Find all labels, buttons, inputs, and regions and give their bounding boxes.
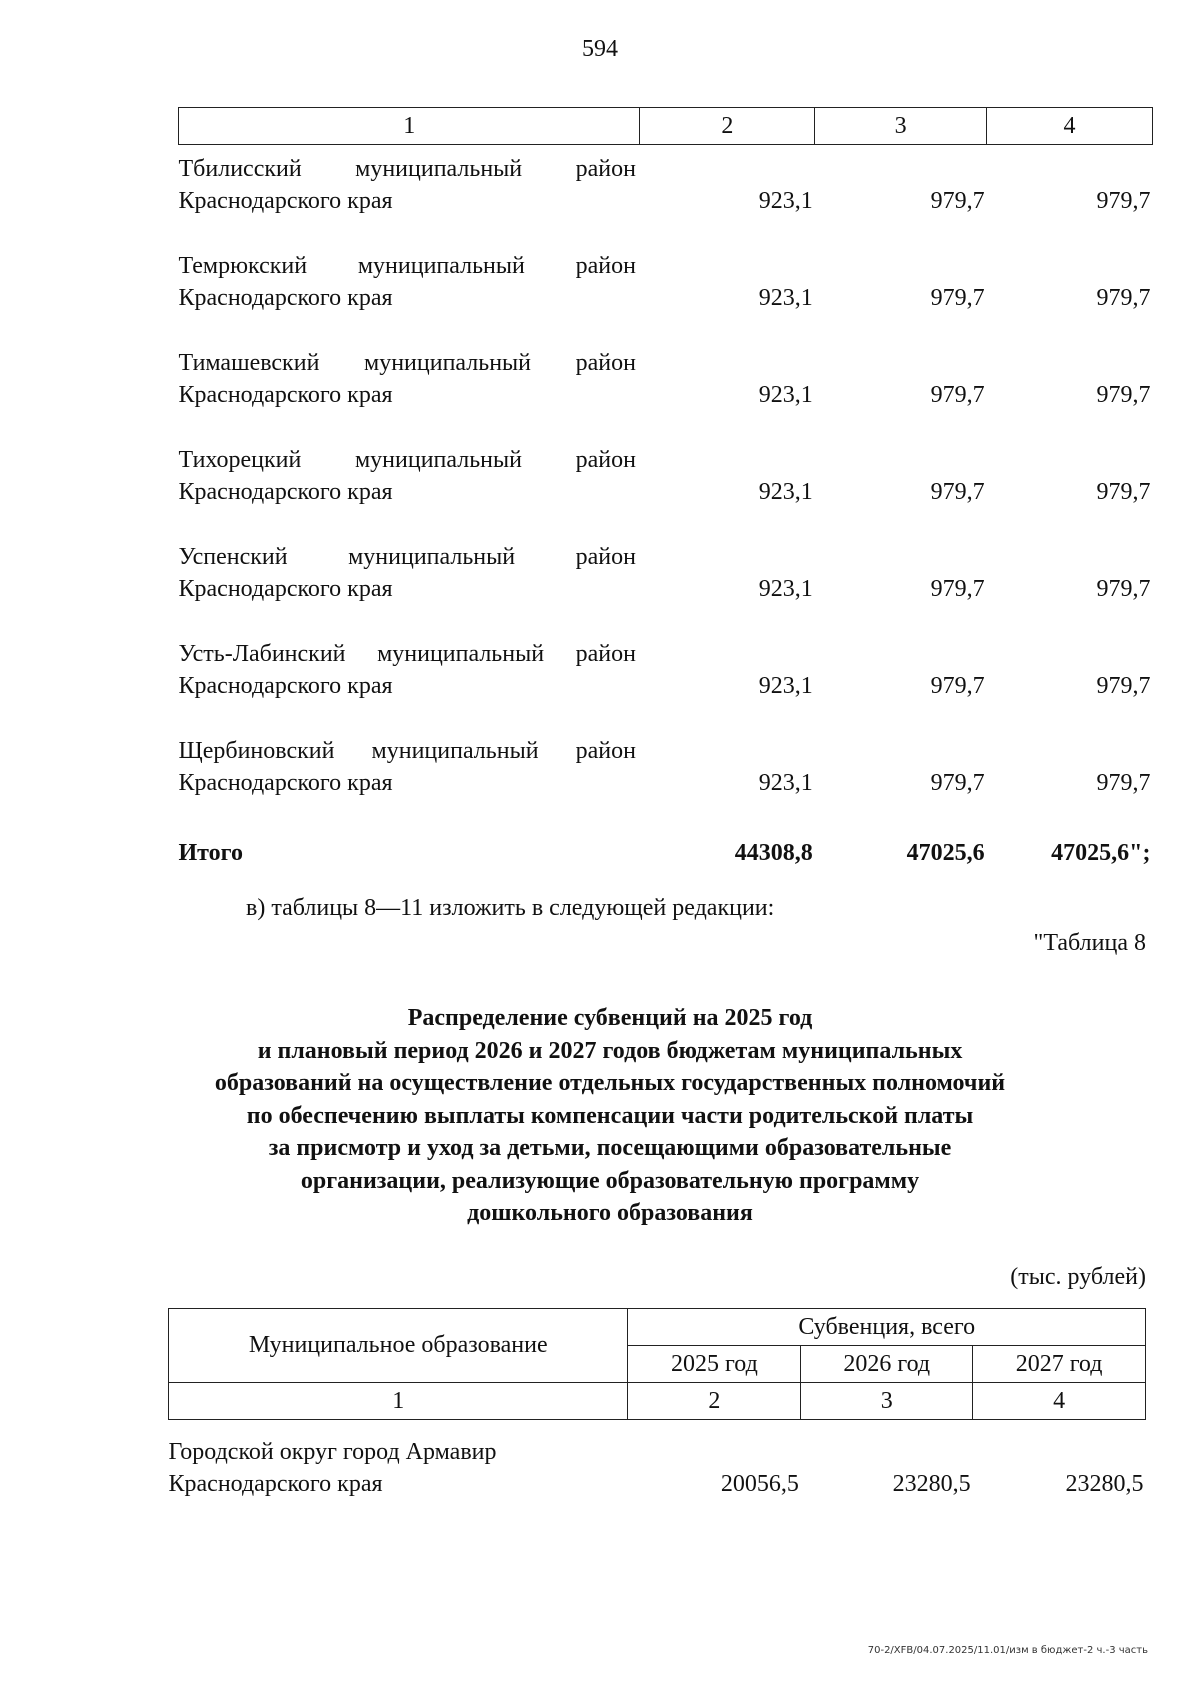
table-title-line: дошкольного образования [467, 1200, 753, 1226]
value-2025: 923,1 [758, 188, 813, 214]
column-number-3: 3 [801, 1383, 973, 1420]
total-label: Итого [178, 840, 243, 866]
value-2026: 979,7 [930, 770, 985, 796]
value-2026: 979,7 [930, 285, 985, 311]
value-2025: 923,1 [758, 770, 813, 796]
table-header-row [169, 1309, 1146, 1346]
value-2025: 923,1 [758, 576, 813, 602]
total-row [179, 799, 1153, 869]
header-year-2025: 2025 год [628, 1346, 801, 1383]
value-2026: 979,7 [930, 673, 985, 699]
value-2027: 979,7 [1096, 576, 1151, 602]
value-2027: 979,7 [1096, 188, 1151, 214]
table-header-numbers-row [169, 1383, 1146, 1420]
table-title-line: организации, реализующие образовательную программу [300, 1167, 920, 1194]
column-number-2: 2 [640, 108, 815, 145]
header-year-2026: 2026 год [801, 1346, 973, 1383]
header-municipality: Муниципальное образование [169, 1309, 628, 1383]
municipality-name: Щербиновский муниципальный район Краснодарского края [178, 738, 636, 796]
table-row [179, 217, 1153, 314]
column-number-4: 4 [973, 1383, 1146, 1420]
value-2027: 979,7 [1096, 770, 1151, 796]
column-number-4: 4 [987, 108, 1153, 145]
table-8 [168, 1308, 1146, 1500]
column-number-1: 1 [179, 108, 640, 145]
value-2025: 923,1 [758, 673, 813, 699]
municipality-name-line: Городской округ город Армавир [168, 1439, 497, 1465]
municipality-name: Темрюкский муниципальный район Краснодарского края [178, 253, 636, 311]
value-2026: 979,7 [930, 576, 985, 602]
column-number-2: 2 [628, 1383, 801, 1420]
value-2026: 979,7 [930, 479, 985, 505]
subvention-table-continuation [178, 107, 1153, 869]
column-number-1: 1 [169, 1383, 628, 1420]
table-title-line: Распределение субвенций на 2025 год [407, 1005, 813, 1031]
value-2025: 923,1 [758, 382, 813, 408]
municipality-name: Усть-Лабинский муниципальный район Краснодарского края [178, 641, 636, 699]
municipality-name: Успенский муниципальный район Краснодарского края [178, 544, 636, 602]
municipality-name: Тимашевский муниципальный район Краснодарского края [178, 350, 636, 408]
value-2025: 20056,5 [720, 1471, 799, 1497]
total-2025: 44308,8 [734, 840, 813, 866]
total-2027: 47025,6"; [1051, 840, 1151, 866]
amendment-instruction: в) таблицы 8—11 изложить в следующей редакции: [246, 895, 775, 921]
table-title [150, 1002, 1070, 1230]
value-2026: 23280,5 [892, 1471, 971, 1497]
value-2026: 979,7 [930, 382, 985, 408]
value-2027: 979,7 [1096, 479, 1151, 505]
table-title-line: образований на осуществление отдельных государственных полномочий [214, 1070, 1006, 1096]
header-year-2027: 2027 год [973, 1346, 1146, 1383]
header-subvention-total: Субвенция, всего [628, 1309, 1146, 1346]
value-2025: 923,1 [758, 285, 813, 311]
municipality-name: Тихорецкий муниципальный район Краснодарского края [178, 447, 636, 505]
units-note: (тыс. рублей) [1010, 1264, 1146, 1290]
value-2027: 23280,5 [1065, 1471, 1144, 1497]
table-header-row [179, 108, 1153, 145]
table-row [179, 314, 1153, 411]
table-title-line: по обеспечению выплаты компенсации части родительской платы [246, 1102, 974, 1129]
table-row [179, 508, 1153, 605]
value-2027: 979,7 [1096, 382, 1151, 408]
value-2025: 923,1 [758, 479, 813, 505]
page-number: 594 [582, 36, 618, 62]
table-title-line: за присмотр и уход за детьми, посещающими образовательные [268, 1135, 952, 1161]
table-row [179, 145, 1153, 218]
table-row [179, 605, 1153, 702]
table-label: "Таблица 8 [1033, 930, 1146, 956]
municipality-name: Тбилисский муниципальный район Краснодарского края [178, 156, 636, 214]
table-title-line: и плановый период 2026 и 2027 годов бюджетам муниципальных [257, 1037, 963, 1064]
column-number-3: 3 [815, 108, 987, 145]
value-2026: 979,7 [930, 188, 985, 214]
total-2026: 47025,6 [906, 840, 985, 866]
value-2027: 979,7 [1096, 673, 1151, 699]
table-row [179, 411, 1153, 508]
municipality-name-line: Краснодарского края [168, 1471, 383, 1497]
table-row [179, 702, 1153, 799]
table-row [169, 1420, 1146, 1501]
footer-document-reference: 70-2/XFB/04.07.2025/11.01/изм в бюджет-2 ч.-3 часть [867, 1645, 1148, 1656]
value-2027: 979,7 [1096, 285, 1151, 311]
municipality-name [169, 1420, 628, 1501]
